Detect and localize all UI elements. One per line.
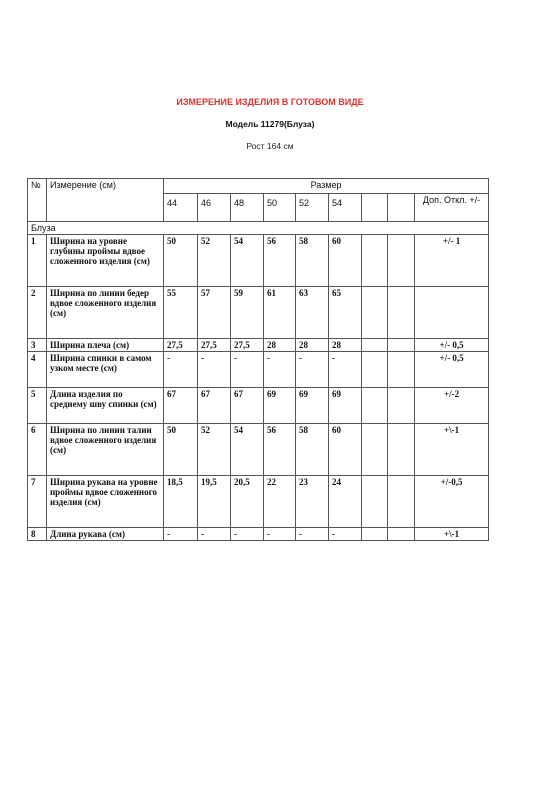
- row-value: 24: [329, 476, 362, 528]
- row-value: 58: [296, 235, 329, 287]
- row-value: [388, 352, 415, 388]
- row-measure-name: Ширина спинки в самом узком месте (см): [47, 352, 164, 388]
- row-number: 1: [28, 235, 47, 287]
- row-value: -: [329, 352, 362, 388]
- row-value: 55: [164, 287, 198, 339]
- row-tolerance: +/- 0,5: [415, 352, 489, 388]
- row-value: [388, 235, 415, 287]
- row-tolerance: +/- 0,5: [415, 339, 489, 352]
- row-value: 23: [296, 476, 329, 528]
- table-row: [28, 424, 489, 476]
- row-value: 56: [264, 424, 296, 476]
- row-value: [362, 476, 388, 528]
- col-header-tolerance: Доп. Откл. +/-: [415, 194, 489, 222]
- row-value: 28: [329, 339, 362, 352]
- row-value: [388, 476, 415, 528]
- row-value: 69: [264, 388, 296, 424]
- row-value: 54: [231, 424, 264, 476]
- row-value: -: [231, 352, 264, 388]
- row-value: -: [264, 528, 296, 541]
- row-value: 65: [329, 287, 362, 339]
- section-label: Блуза: [28, 222, 489, 235]
- table-row: [28, 388, 489, 424]
- row-value: [388, 388, 415, 424]
- row-value: -: [329, 528, 362, 541]
- row-value: -: [296, 528, 329, 541]
- table-row: [28, 476, 489, 528]
- col-header-size: Размер: [164, 179, 489, 194]
- row-value: [362, 528, 388, 541]
- row-tolerance: +/-2: [415, 388, 489, 424]
- col-header-num: №: [28, 179, 47, 222]
- size-cell: 50: [264, 194, 296, 222]
- row-value: -: [198, 528, 231, 541]
- row-measure-name: Ширина плеча (см): [47, 339, 164, 352]
- row-tolerance: +\-1: [415, 528, 489, 541]
- row-value: 58: [296, 424, 329, 476]
- size-cell: 54: [329, 194, 362, 222]
- row-value: 61: [264, 287, 296, 339]
- row-value: 67: [164, 388, 198, 424]
- row-number: 8: [28, 528, 47, 541]
- row-value: [362, 235, 388, 287]
- table-row: [28, 352, 489, 388]
- row-value: 18,5: [164, 476, 198, 528]
- row-value: 69: [296, 388, 329, 424]
- row-value: 27,5: [231, 339, 264, 352]
- model-label: Модель 11279(Блуза): [225, 119, 315, 129]
- row-value: -: [198, 352, 231, 388]
- row-value: 20,5: [231, 476, 264, 528]
- row-value: 57: [198, 287, 231, 339]
- col-header-measure: Измерение (см): [47, 179, 164, 222]
- row-value: -: [296, 352, 329, 388]
- row-value: 27,5: [198, 339, 231, 352]
- row-value: -: [264, 352, 296, 388]
- row-measure-name: Ширина на уровне глубины проймы вдвое сложенного изделия (см): [47, 235, 164, 287]
- size-cell: 48: [231, 194, 264, 222]
- row-value: 19,5: [198, 476, 231, 528]
- row-value: 22: [264, 476, 296, 528]
- row-tolerance: [415, 287, 489, 339]
- size-cell: 44: [164, 194, 198, 222]
- row-number: 3: [28, 339, 47, 352]
- row-value: 60: [329, 424, 362, 476]
- size-cell: 46: [198, 194, 231, 222]
- row-value: -: [231, 528, 264, 541]
- row-measure-name: Ширина по линии талии вдвое сложенного изделия (см): [47, 424, 164, 476]
- row-value: [362, 388, 388, 424]
- table-row: [28, 528, 489, 541]
- row-value: 59: [231, 287, 264, 339]
- row-value: 28: [296, 339, 329, 352]
- table-row: [28, 339, 489, 352]
- section-row: [28, 222, 489, 235]
- table-row: [28, 287, 489, 339]
- row-tolerance: +/- 1: [415, 235, 489, 287]
- row-value: 27,5: [164, 339, 198, 352]
- row-measure-name: Ширина рукава на уровне проймы вдвое сложенного изделия (см): [47, 476, 164, 528]
- row-value: [362, 352, 388, 388]
- row-value: 52: [198, 235, 231, 287]
- row-value: 56: [264, 235, 296, 287]
- row-value: 63: [296, 287, 329, 339]
- row-value: 50: [164, 235, 198, 287]
- row-number: 4: [28, 352, 47, 388]
- row-value: 67: [231, 388, 264, 424]
- row-tolerance: +/-0,5: [415, 476, 489, 528]
- row-number: 7: [28, 476, 47, 528]
- row-measure-name: Длина рукава (см): [47, 528, 164, 541]
- row-value: 28: [264, 339, 296, 352]
- row-value: [388, 528, 415, 541]
- table-header-row: [28, 179, 489, 194]
- row-value: 52: [198, 424, 231, 476]
- row-measure-name: Ширина по линии бедер вдвое сложенного изделия (см): [47, 287, 164, 339]
- row-number: 6: [28, 424, 47, 476]
- height-label: Рост 164 см: [246, 141, 294, 151]
- row-tolerance: +\-1: [415, 424, 489, 476]
- row-measure-name: Длина изделия по среднему шву спинки (см): [47, 388, 164, 424]
- row-value: [388, 287, 415, 339]
- row-number: 2: [28, 287, 47, 339]
- row-value: 67: [198, 388, 231, 424]
- size-cell: [362, 194, 388, 222]
- table-row: [28, 235, 489, 287]
- row-value: [362, 287, 388, 339]
- row-value: 69: [329, 388, 362, 424]
- row-value: 54: [231, 235, 264, 287]
- row-value: 60: [329, 235, 362, 287]
- row-value: [388, 424, 415, 476]
- row-value: [388, 339, 415, 352]
- document-title: ИЗМЕРЕНИЕ ИЗДЕЛИЯ В ГОТОВОМ ВИДЕ: [176, 97, 364, 107]
- row-value: 50: [164, 424, 198, 476]
- size-cell: [388, 194, 415, 222]
- measurements-table: [27, 178, 489, 541]
- row-value: -: [164, 352, 198, 388]
- row-value: [362, 424, 388, 476]
- size-cell: 52: [296, 194, 329, 222]
- row-value: [362, 339, 388, 352]
- row-number: 5: [28, 388, 47, 424]
- row-value: -: [164, 528, 198, 541]
